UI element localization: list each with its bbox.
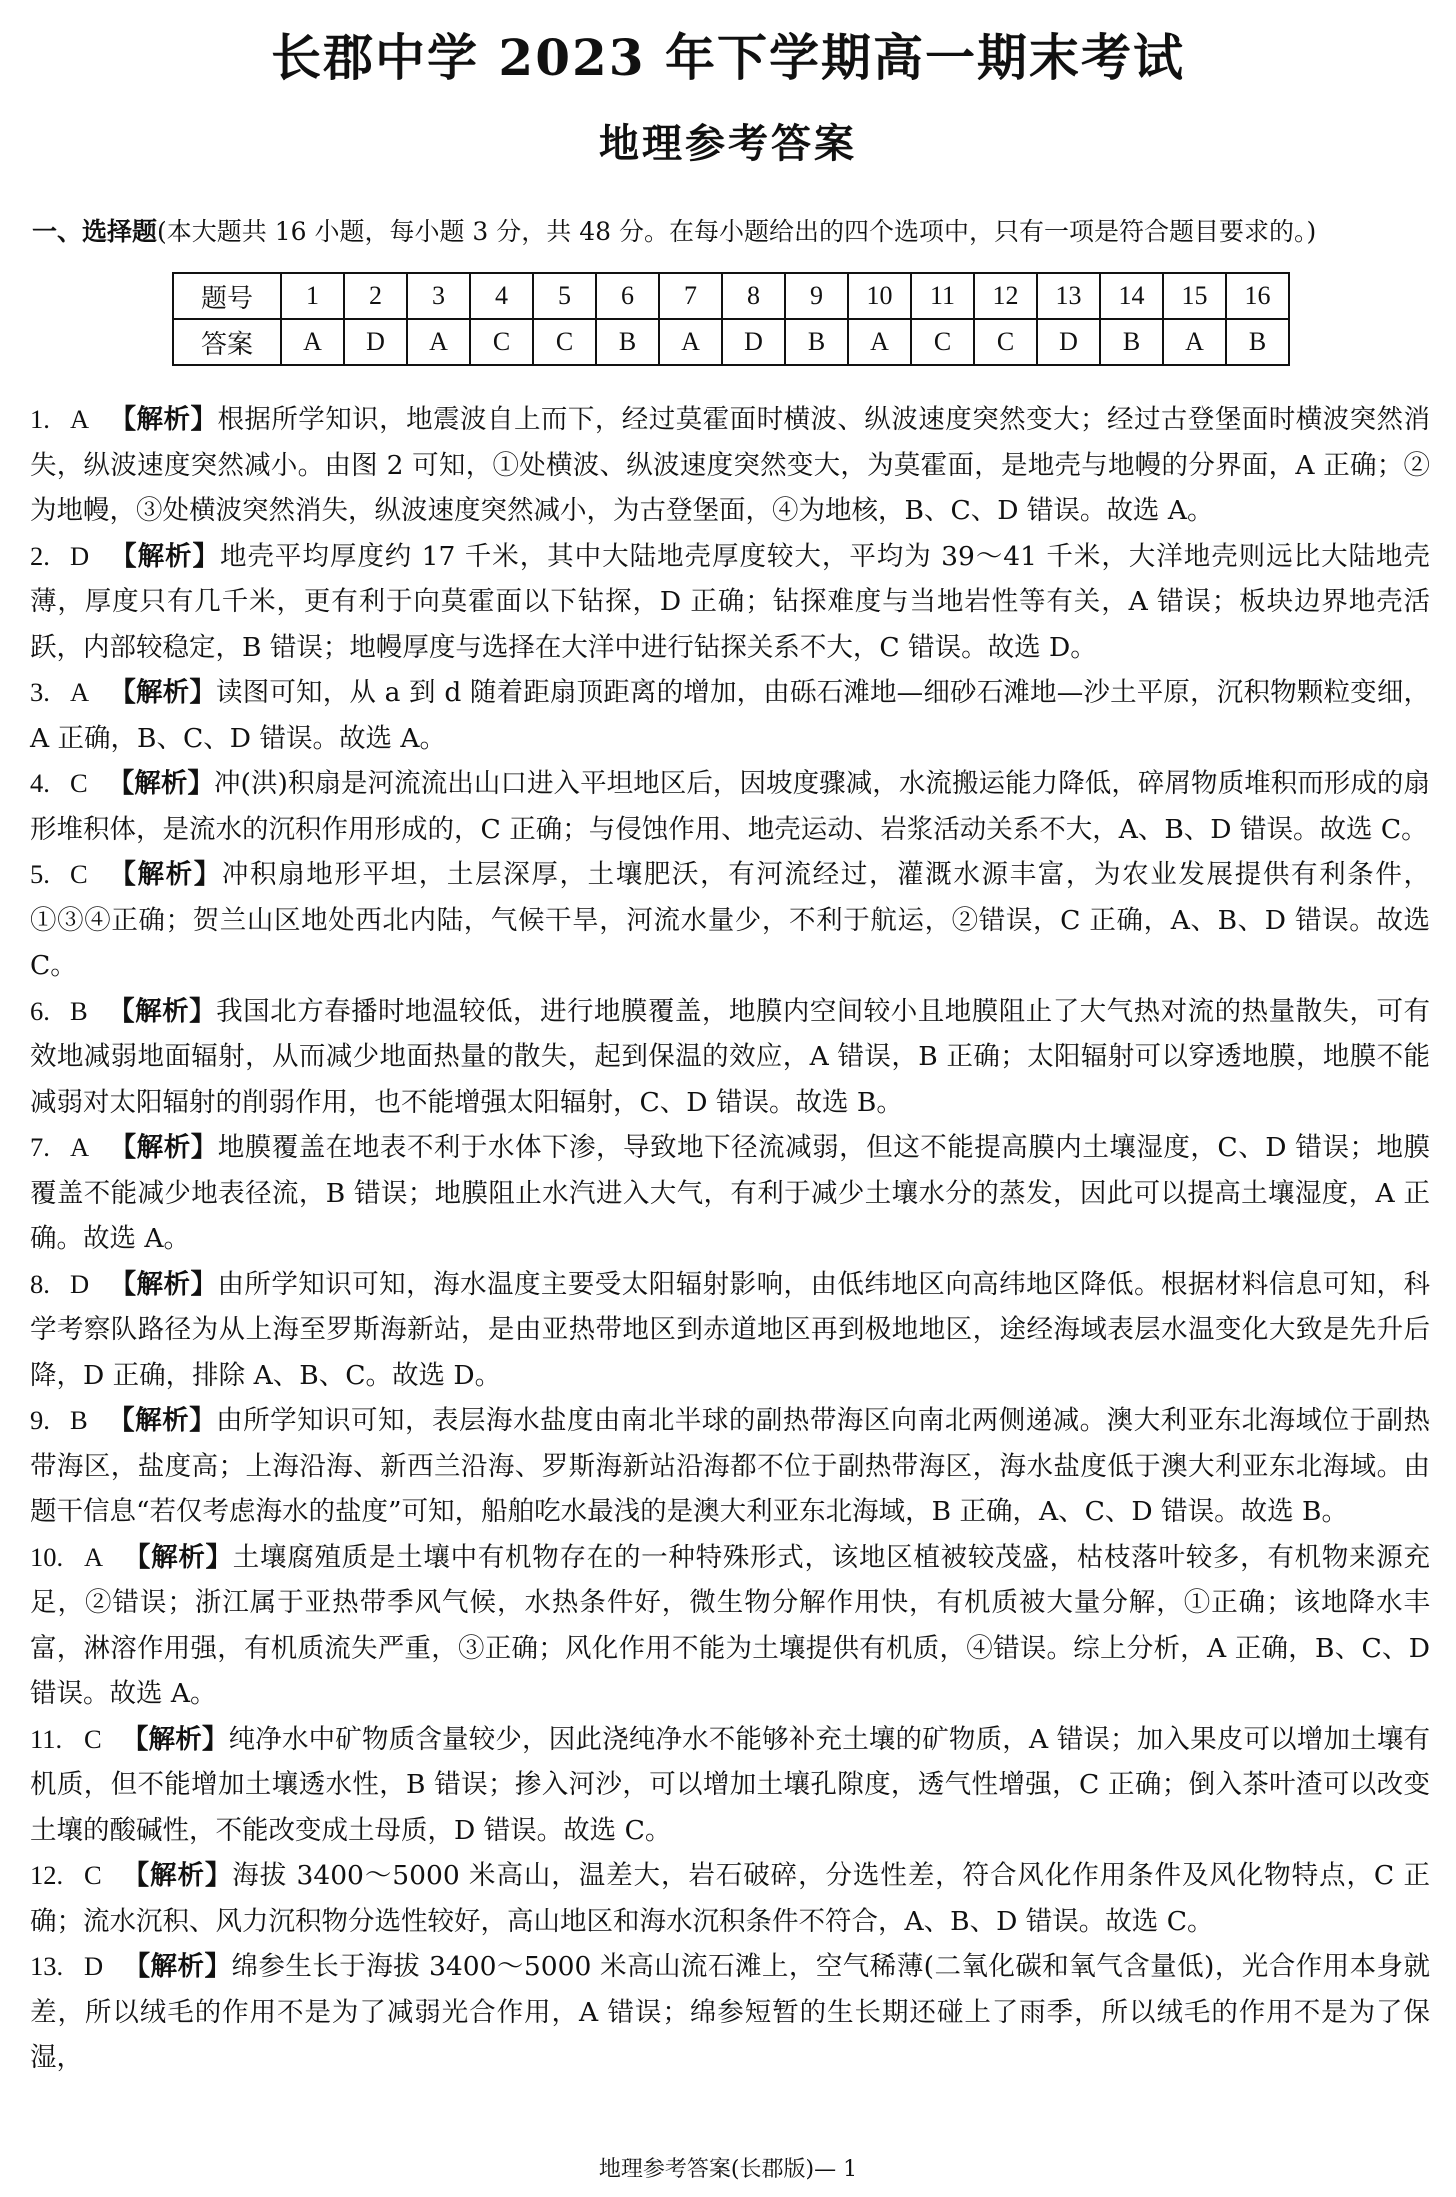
item-analysis-tag: 【解析】 — [107, 995, 217, 1027]
item-analysis-text: 绵参生长于海拔 3400～5000 米高山流石滩上，空气稀薄(二氧化碳和氧气含量低)，光合作用本身就差，所以绒毛的作用不是为了减弱光合作用，A 错误；绵参短暂的生长期还碰上了雨季，所以绒毛的作用不是为了保湿， — [30, 1951, 1431, 2073]
item-number: 4. — [30, 768, 50, 798]
page-subtitle: 地理参考答案 — [599, 120, 857, 167]
question-number-cell: 4 — [470, 273, 533, 319]
question-number-cell: 14 — [1100, 273, 1163, 319]
item-number: 7. — [30, 1132, 50, 1162]
section-heading-note: (本大题共 16 小题，每小题 3 分，共 48 分。在每小题给出的四个选项中，只有一项是符合题目要求的。) — [157, 217, 1317, 246]
item-answer-letter: C — [70, 859, 88, 889]
item-analysis-text: 我国北方春播时地温较低，进行地膜覆盖，地膜内空间较小且地膜阻止了大气热对流的热量散失，可有效地减弱地面辐射，从而减少地面热量的散失，起到保温的效应，A 错误，B 正确；太阳辐射可以穿透地膜，地膜不能减弱对太阳辐射的削弱作用，也不能增强太阳辐射，C、D 错误。故选 B。 — [30, 995, 1431, 1118]
answer-cell: D — [1037, 319, 1100, 365]
answer-cell: A — [407, 319, 470, 365]
item-number: 6. — [30, 995, 50, 1026]
item-analysis-text: 地壳平均厚度约 17 千米，其中大陆地壳厚度较大，平均为 39～41 千米，大洋地壳则远比大陆地壳薄，厚度只有几千米，更有利于向莫霍面以下钻探，D 正确；钻探难度与当地岩性等有关，A 错误；板块边界地壳活跃，内部较稳定，B 错误；地幔厚度与选择在大洋中进行钻探关系不大，C 错误。故选 D。 — [30, 540, 1430, 663]
explanation-item — [30, 1535, 1430, 1717]
explanation-item — [30, 761, 1430, 852]
explanation-list — [30, 397, 1430, 2081]
answer-cell: A — [659, 319, 722, 365]
answer-cell: A — [1163, 319, 1226, 365]
item-answer-letter: D — [70, 1268, 90, 1299]
explanation-item — [30, 989, 1430, 1126]
item-analysis-text: 海拔 3400～5000 米高山，温差大，岩石破碎，分选性差，符合风化作用条件及风化物特点，C 正确；流水沉积、风力沉积物分选性较好，高山地区和海水沉积条件不符合，A、B、D 错误。故选 C。 — [30, 1860, 1431, 1937]
item-analysis-tag: 【解析】 — [123, 1541, 233, 1573]
section-heading-label: 一、选择题 — [32, 217, 158, 246]
explanation-item — [30, 1717, 1430, 1854]
item-analysis-tag: 【解析】 — [121, 1860, 233, 1891]
answer-cell: C — [533, 319, 596, 365]
item-analysis-tag: 【解析】 — [109, 1268, 218, 1300]
question-number-cell: 7 — [659, 273, 722, 319]
explanation-item — [30, 1125, 1430, 1262]
item-number: 1. — [30, 404, 50, 434]
item-analysis-tag: 【解析】 — [107, 1405, 217, 1436]
explanation-item — [30, 534, 1430, 671]
answer-cell: C — [974, 319, 1037, 365]
item-number: 5. — [30, 859, 50, 889]
page-title: 长郡中学 2023 年下学期高一期末考试 — [271, 28, 1185, 87]
item-answer-letter: C — [84, 1723, 102, 1754]
item-number: 3. — [30, 677, 50, 707]
explanation-item — [30, 852, 1430, 989]
explanation-item — [30, 397, 1430, 534]
question-number-cell: 6 — [596, 273, 659, 319]
item-analysis-text: 地膜覆盖在地表不利于水体下渗，导致地下径流减弱，但这不能提高膜内土壤湿度，C、D 错误；地膜覆盖不能减少地表径流，B 错误；地膜阻止水汽进入大气，有利于减少土壤水分的蒸发，因此可以提高土壤湿度，A 正确。故选 A。 — [30, 1132, 1430, 1254]
item-analysis-tag: 【解析】 — [109, 540, 220, 572]
item-analysis-text: 根据所学知识，地震波自上而下，经过莫霍面时横波、纵波速度突然变大；经过古登堡面时横波突然消失，纵波速度突然减小。由图 2 可知，①处横波、纵波速度突然变大，为莫霍面，是地壳与地幔的分界面，A 正确；②为地幔，③处横波突然消失，纵波速度突然减小，为古登堡面，④为地核，B、C、D 错误。故选 A。 — [30, 404, 1431, 526]
question-number-cell: 15 — [1163, 273, 1226, 319]
item-answer-letter: D — [70, 540, 90, 571]
item-analysis-text: 冲(洪)积扇是河流流出山口进入平坦地区后，因坡度骤减，水流搬运能力降低，碎屑物质堆积而形成的扇形堆积体，是流水的沉积作用形成的，C 正确；与侵蚀作用、地壳运动、岩浆活动关系不大，A、B、D 错误。故选 C。 — [30, 768, 1430, 845]
item-answer-letter: A — [70, 677, 90, 707]
item-analysis-tag: 【解析】 — [109, 677, 217, 708]
answer-table — [172, 272, 1290, 366]
item-number: 11. — [30, 1723, 63, 1754]
item-analysis-text: 纯净水中矿物质含量较少，因此浇纯净水不能够补充土壤的矿物质，A 错误；加入果皮可以增加土壤有机质，但不能增加土壤透水性，B 错误；掺入河沙，可以增加土壤孔隙度，透气性增强，C 正确；倒入茶叶渣可以改变土壤的酸碱性，不能改变成土母质，D 错误。故选 C。 — [30, 1723, 1431, 1846]
explanation-item — [30, 1262, 1430, 1399]
question-number-cell: 13 — [1037, 273, 1100, 319]
answer-cell: B — [1226, 319, 1289, 365]
item-answer-letter: A — [84, 1541, 104, 1572]
item-answer-letter: C — [70, 768, 88, 798]
answer-cell: C — [470, 319, 533, 365]
answer-cell: B — [1100, 319, 1163, 365]
explanation-item — [30, 1944, 1430, 2081]
item-analysis-text: 冲积扇地形平坦，土层深厚，土壤肥沃，有河流经过，灌溉水源丰富，为农业发展提供有利条件，①③④正确；贺兰山区地处西北内陆，气候干旱，河流水量少，不利于航运，②错误，C 正确，A、B、D 错误。故选 C。 — [30, 859, 1430, 981]
question-number-cell: 2 — [344, 273, 407, 319]
question-number-cell: 5 — [533, 273, 596, 319]
answer-cell: D — [344, 319, 407, 365]
item-number: 10. — [30, 1541, 64, 1572]
item-number: 8. — [30, 1268, 50, 1299]
item-analysis-tag: 【解析】 — [109, 404, 218, 435]
item-answer-letter: A — [70, 1132, 90, 1162]
item-analysis-tag: 【解析】 — [123, 1951, 232, 1982]
item-answer-letter: C — [84, 1860, 102, 1890]
answer-cell: B — [785, 319, 848, 365]
answer-cell: A — [848, 319, 911, 365]
question-number-cell: 8 — [722, 273, 785, 319]
question-number-cell: 9 — [785, 273, 848, 319]
answer-cell: C — [911, 319, 974, 365]
answer-cell: B — [596, 319, 659, 365]
item-number: 13. — [30, 1951, 64, 1981]
item-answer-letter: D — [84, 1951, 104, 1981]
item-analysis-text: 由所学知识可知，海水温度主要受太阳辐射影响，由低纬地区向高纬地区降低。根据材料信息可知，科学考察队路径为从上海至罗斯海新站，是由亚热带地区到赤道地区再到极地地区，途经海域表层水温变化大致是先升后降，D 正确，排除 A、B、C。故选 D。 — [30, 1268, 1431, 1391]
item-analysis-tag: 【解析】 — [109, 1132, 218, 1163]
answer-table-row-label: 题号 — [173, 273, 281, 319]
answer-table-row-label: 答案 — [173, 319, 281, 365]
answer-cell: D — [722, 319, 785, 365]
answer-table-answer-row — [173, 319, 1289, 365]
item-analysis-text: 由所学知识可知，表层海水盐度由南北半球的副热带海区向南北两侧递减。澳大利亚东北海域位于副热带海区，盐度高；上海沿海、新西兰沿海、罗斯海新站沿海都不位于副热带海区，海水盐度低于澳大利亚东北海域。由题干信息“若仅考虑海水的盐度”可知，船舶吃水最浅的是澳大利亚东北海域，B 正确，A、C、D 错误。故选 B。 — [30, 1405, 1431, 1527]
item-number: 12. — [30, 1860, 64, 1890]
item-number: 2. — [30, 540, 50, 571]
explanation-item — [30, 670, 1430, 761]
explanation-item — [30, 1398, 1430, 1535]
answer-cell: A — [281, 319, 344, 365]
answer-table-number-row — [173, 273, 1289, 319]
item-answer-letter: B — [70, 995, 88, 1026]
question-number-cell: 12 — [974, 273, 1037, 319]
item-analysis-tag: 【解析】 — [121, 1723, 229, 1755]
question-number-cell: 1 — [281, 273, 344, 319]
item-answer-letter: A — [70, 404, 90, 434]
question-number-cell: 16 — [1226, 273, 1289, 319]
item-analysis-tag: 【解析】 — [107, 768, 214, 799]
item-analysis-text: 土壤腐殖质是土壤中有机物存在的一种特殊形式，该地区植被较茂盛，枯枝落叶较多，有机物来源充足，②错误；浙江属于亚热带季风气候，水热条件好，微生物分解作用快，有机质被大量分解，①正确；该地降水丰富，淋溶作用强，有机质流失严重，③正确；风化作用不能为土壤提供有机质，④错误。综上分析，A 正确，B、C、D 错误。故选 A。 — [30, 1541, 1431, 1709]
page-footer: 地理参考答案(长郡版)— 1 — [598, 2157, 858, 2182]
question-number-cell: 10 — [848, 273, 911, 319]
question-number-cell: 3 — [407, 273, 470, 319]
explanation-item — [30, 1853, 1430, 1944]
question-number-cell: 11 — [911, 273, 974, 319]
item-answer-letter: B — [70, 1405, 88, 1435]
section-heading — [32, 212, 1432, 248]
item-analysis-text: 读图可知，从 a 到 d 随着距扇顶距离的增加，由砾石滩地—细砂石滩地—沙土平原，沉积物颗粒变细，A 正确，B、C、D 错误。故选 A。 — [30, 677, 1430, 754]
item-number: 9. — [30, 1405, 50, 1435]
item-analysis-tag: 【解析】 — [107, 859, 222, 890]
